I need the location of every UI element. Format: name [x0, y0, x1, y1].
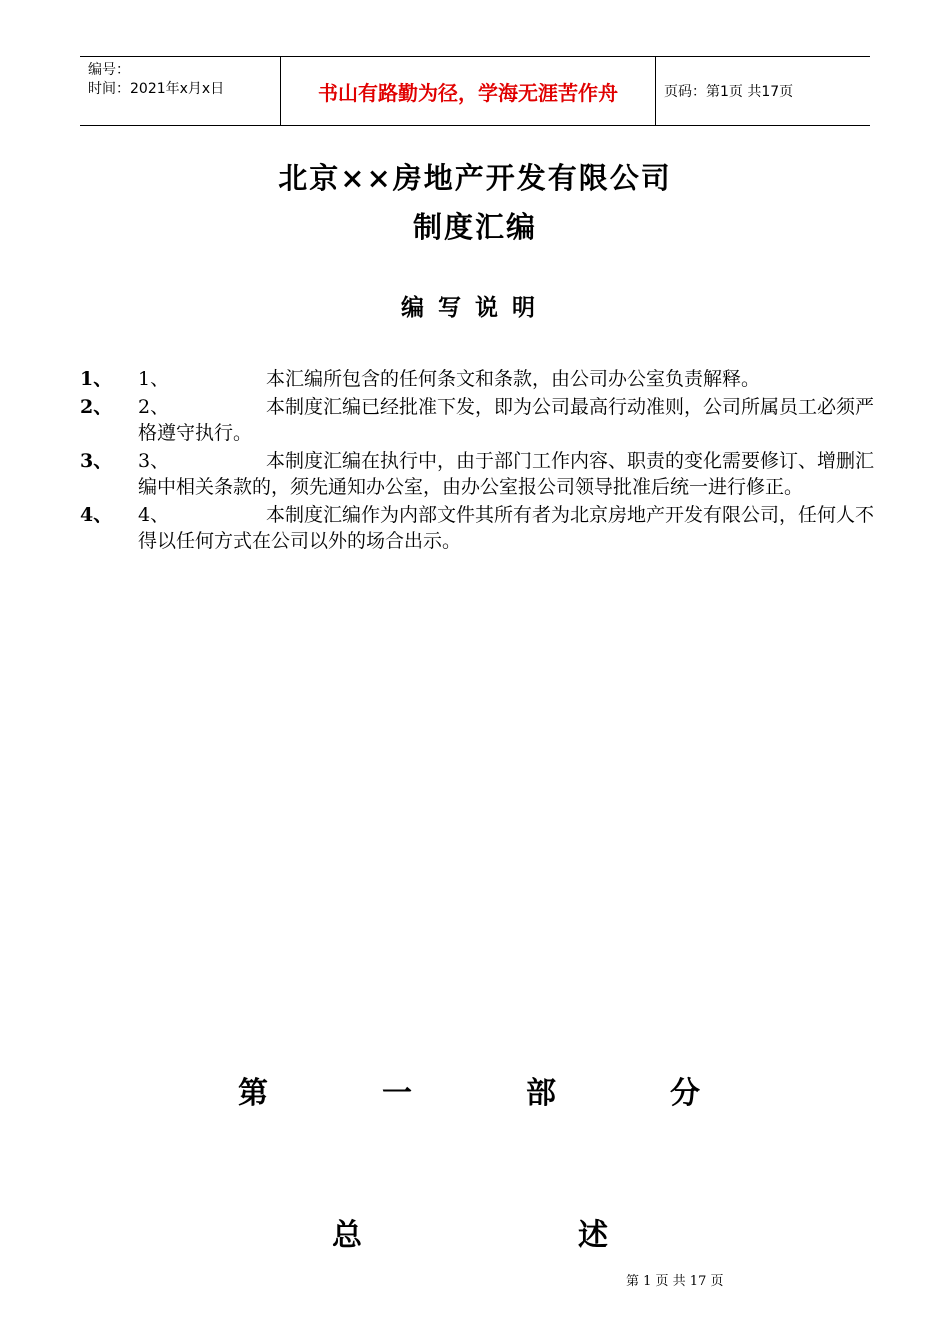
- part-subheading-char: 总: [332, 1218, 362, 1253]
- header-page-info: 页码：第1页 共17页: [664, 84, 794, 100]
- list-item: [80, 366, 880, 392]
- list-item: [80, 448, 880, 500]
- compilation-title: 制度汇编: [412, 210, 537, 244]
- list-item: [80, 502, 880, 554]
- page-header: [80, 56, 870, 126]
- item-number-outer: 4、: [80, 504, 113, 526]
- header-motto: 书山有路勤为径，学海无涯苦作舟: [280, 57, 656, 125]
- part-char: 一: [382, 1076, 412, 1111]
- section-title: 编写说明: [401, 294, 549, 321]
- part-char: 分: [670, 1076, 700, 1111]
- header-meta: [80, 57, 280, 125]
- item-number-outer: 2、: [80, 396, 113, 418]
- part-char: 部: [526, 1076, 556, 1111]
- item-number-outer: 3、: [80, 450, 113, 472]
- item-number-outer: 1、: [80, 368, 113, 390]
- footer-page-number: 第 1 页 共 17 页: [626, 1274, 724, 1289]
- item-text: 本制度汇编在执行中，由于部门工作内容、职责的变化需要修订、增删汇编中相关条款的，须先通知办公室，由办公室报公司领导批准后统一进行修正。: [138, 450, 875, 498]
- serial-label: 编号：: [88, 62, 130, 78]
- item-number-inner: 3、: [138, 450, 170, 472]
- item-number-inner: 1、: [138, 368, 170, 390]
- instruction-list: [80, 366, 880, 556]
- item-text: 本制度汇编作为内部文件其所有者为北京房地产开发有限公司，任何人不得以任何方式在公司以外的场合出示。: [138, 504, 875, 552]
- item-text: 本制度汇编已经批准下发，即为公司最高行动准则，公司所属员工必须严格遵守执行。: [138, 396, 875, 444]
- part-char: 第: [238, 1076, 268, 1111]
- item-number-inner: 2、: [138, 396, 170, 418]
- list-item: [80, 394, 880, 446]
- company-title: 北京××房地产开发有限公司: [278, 161, 672, 195]
- time-label: 时间：2021年x月x日: [88, 81, 225, 97]
- item-text: 本汇编所包含的任何条文和条款，由公司办公室负责解释。: [266, 368, 761, 390]
- part-subheading-char: 述: [578, 1218, 608, 1253]
- item-number-inner: 4、: [138, 504, 170, 526]
